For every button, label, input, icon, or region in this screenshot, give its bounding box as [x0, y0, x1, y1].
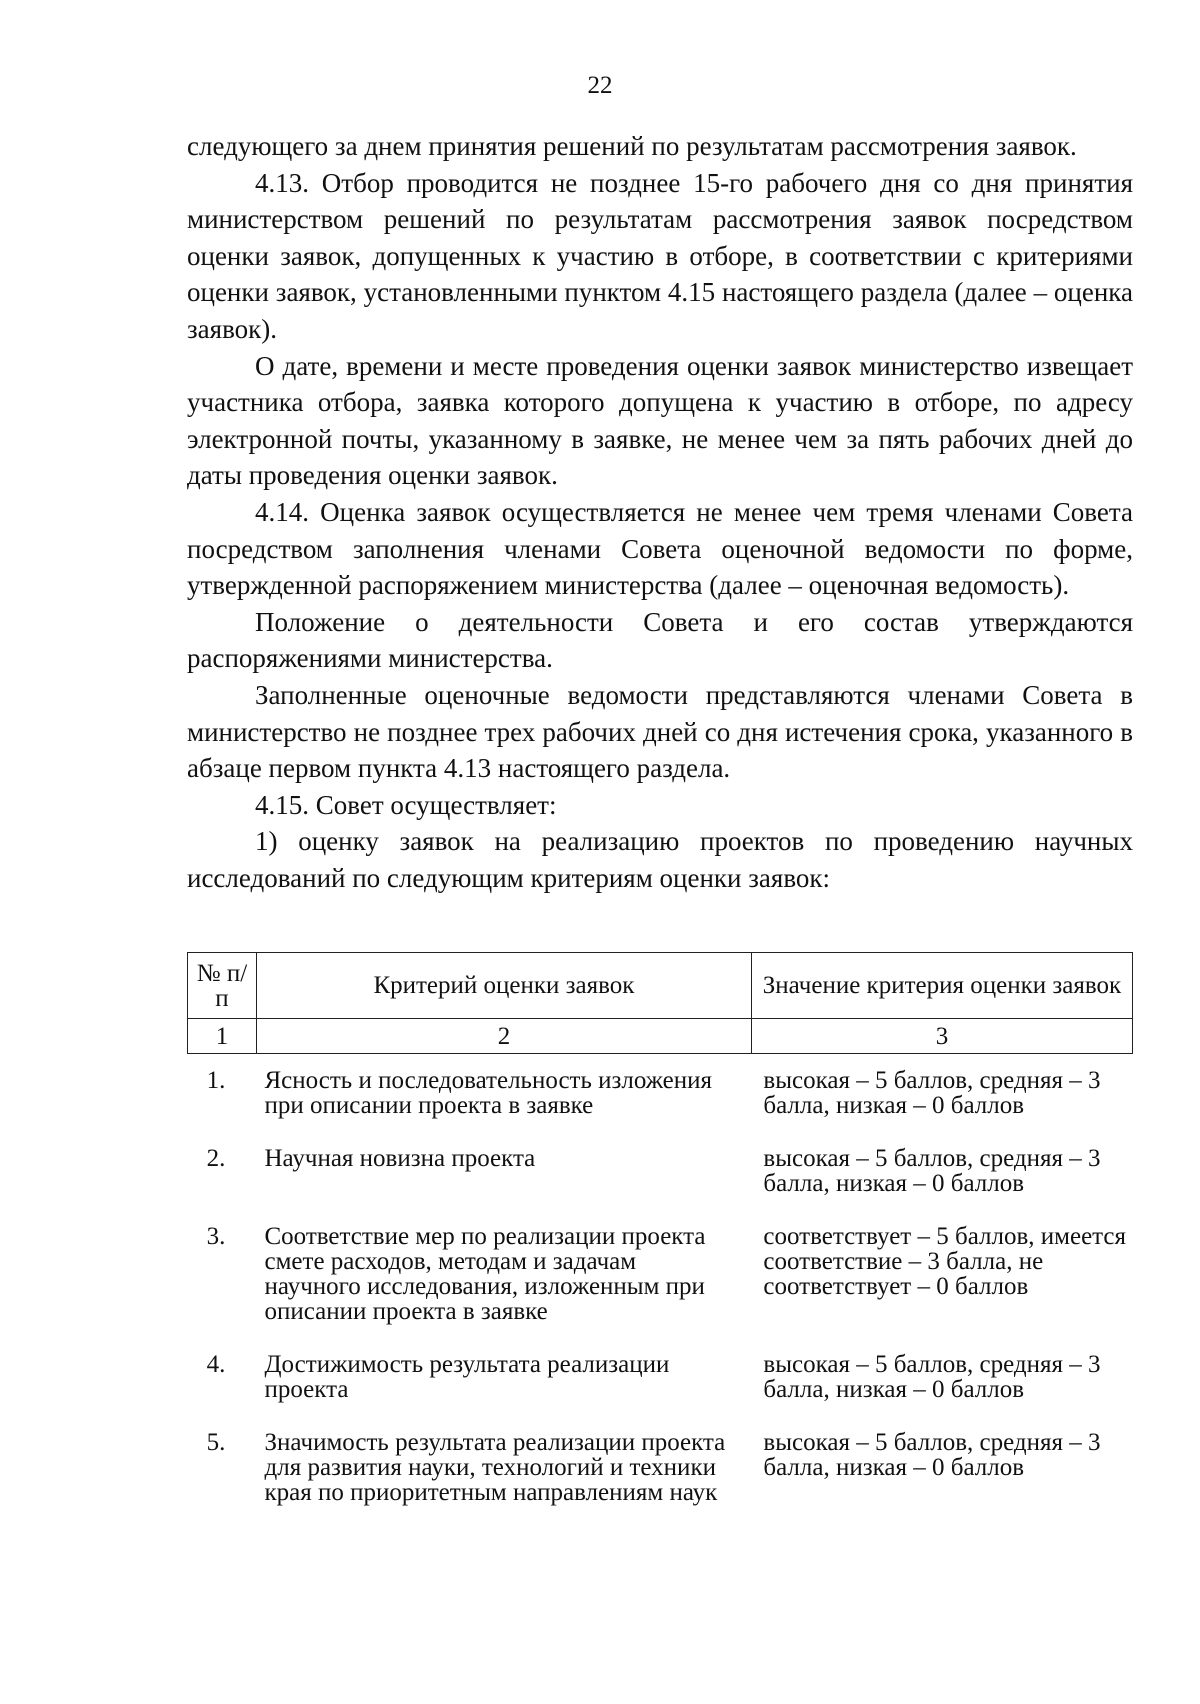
table-row — [188, 1430, 1133, 1533]
row-number: 4. — [206, 1351, 226, 1378]
row-value: соответствует – 5 баллов, имеется соответствие – 3 балла, не соответствует – 0 баллов — [763, 1223, 1126, 1300]
row-number: 2. — [206, 1145, 226, 1172]
header-num: № п/п — [188, 953, 257, 1019]
table-row — [188, 1146, 1133, 1224]
column-number-2: 2 — [257, 1019, 752, 1054]
paragraph-4-15: 4.15. Совет осуществляет: — [255, 789, 557, 820]
column-number-1: 1 — [188, 1019, 257, 1054]
table-row — [188, 1068, 1133, 1146]
row-number: 3. — [206, 1223, 226, 1250]
column-number-3: 3 — [751, 1019, 1132, 1054]
row-criterion: Достижимость результата реализации проекта — [264, 1351, 670, 1403]
criteria-table — [187, 952, 1133, 1533]
paragraph-notification: О дате, времени и месте проведения оценки заявок министерство извещает участника отбора, заявка которого допущена к участию в отборе, по адресу электронной почты, указанному в заявке, не менее чем за пять рабочих дней до даты проведения оценки заявок. — [187, 350, 1133, 491]
row-criterion: Значимость результата реализации проекта для развития науки, технологий и техники края по приоритетным направлениям наук — [264, 1429, 726, 1506]
document-body — [187, 128, 1133, 896]
paragraph-criteria-intro: 1) оценку заявок на реализацию проектов по проведению научных исследований по следующим критериям оценки заявок: — [187, 826, 1133, 893]
paragraph-4-13: 4.13. Отбор проводится не позднее 15-го рабочего дня со дня принятия министерством решений по результатам рассмотрения заявок посредством оценки заявок, допущенных к участию в отборе, в соответствии с критериями оценки заявок, установленными пунктом 4.15 настоящего раздела (далее – оценка заявок). — [187, 167, 1133, 344]
header-criterion: Критерий оценки заявок — [257, 953, 752, 1019]
paragraph-council-regulation: Положение о деятельности Совета и его состав утверждаются распоряжениями министерства. — [187, 606, 1133, 674]
table-column-numbers-row — [188, 1019, 1133, 1054]
paragraph-continuation: следующего за днем принятия решений по результатам рассмотрения заявок. — [187, 131, 1077, 161]
table-row — [188, 1224, 1133, 1352]
row-number: 1. — [206, 1067, 226, 1094]
table-row — [188, 1352, 1133, 1430]
row-value: высокая – 5 баллов, средняя – 3 балла, низкая – 0 баллов — [763, 1351, 1101, 1403]
row-number: 5. — [206, 1429, 226, 1456]
row-value: высокая – 5 баллов, средняя – 3 балла, низкая – 0 баллов — [763, 1429, 1101, 1481]
table-header-row — [188, 953, 1133, 1019]
page-number: 22 — [587, 72, 613, 99]
paragraph-evaluation-sheets: Заполненные оценочные ведомости представляются членами Совета в министерство не позднее трех рабочих дней со дня истечения срока, указанного в абзаце первом пункта 4.13 настоящего раздела. — [187, 679, 1133, 784]
row-value: высокая – 5 баллов, средняя – 3 балла, низкая – 0 баллов — [763, 1067, 1101, 1119]
header-value: Значение критерия оценки заявок — [751, 953, 1132, 1019]
row-criterion: Научная новизна проекта — [264, 1145, 536, 1172]
row-value: высокая – 5 баллов, средняя – 3 балла, низкая – 0 баллов — [763, 1145, 1101, 1197]
paragraph-4-14: 4.14. Оценка заявок осуществляется не менее чем тремя членами Совета посредством заполнения членами Совета оценочной ведомости по форме, утвержденной распоряжением министерства (далее – оценочная ведомость). — [187, 496, 1133, 601]
row-criterion: Ясность и последовательность изложения при описании проекта в заявке — [264, 1067, 713, 1119]
row-criterion: Соответствие мер по реализации проекта смете расходов, методам и задачам научного исследования, изложенным при описании проекта в заявке — [264, 1223, 706, 1325]
